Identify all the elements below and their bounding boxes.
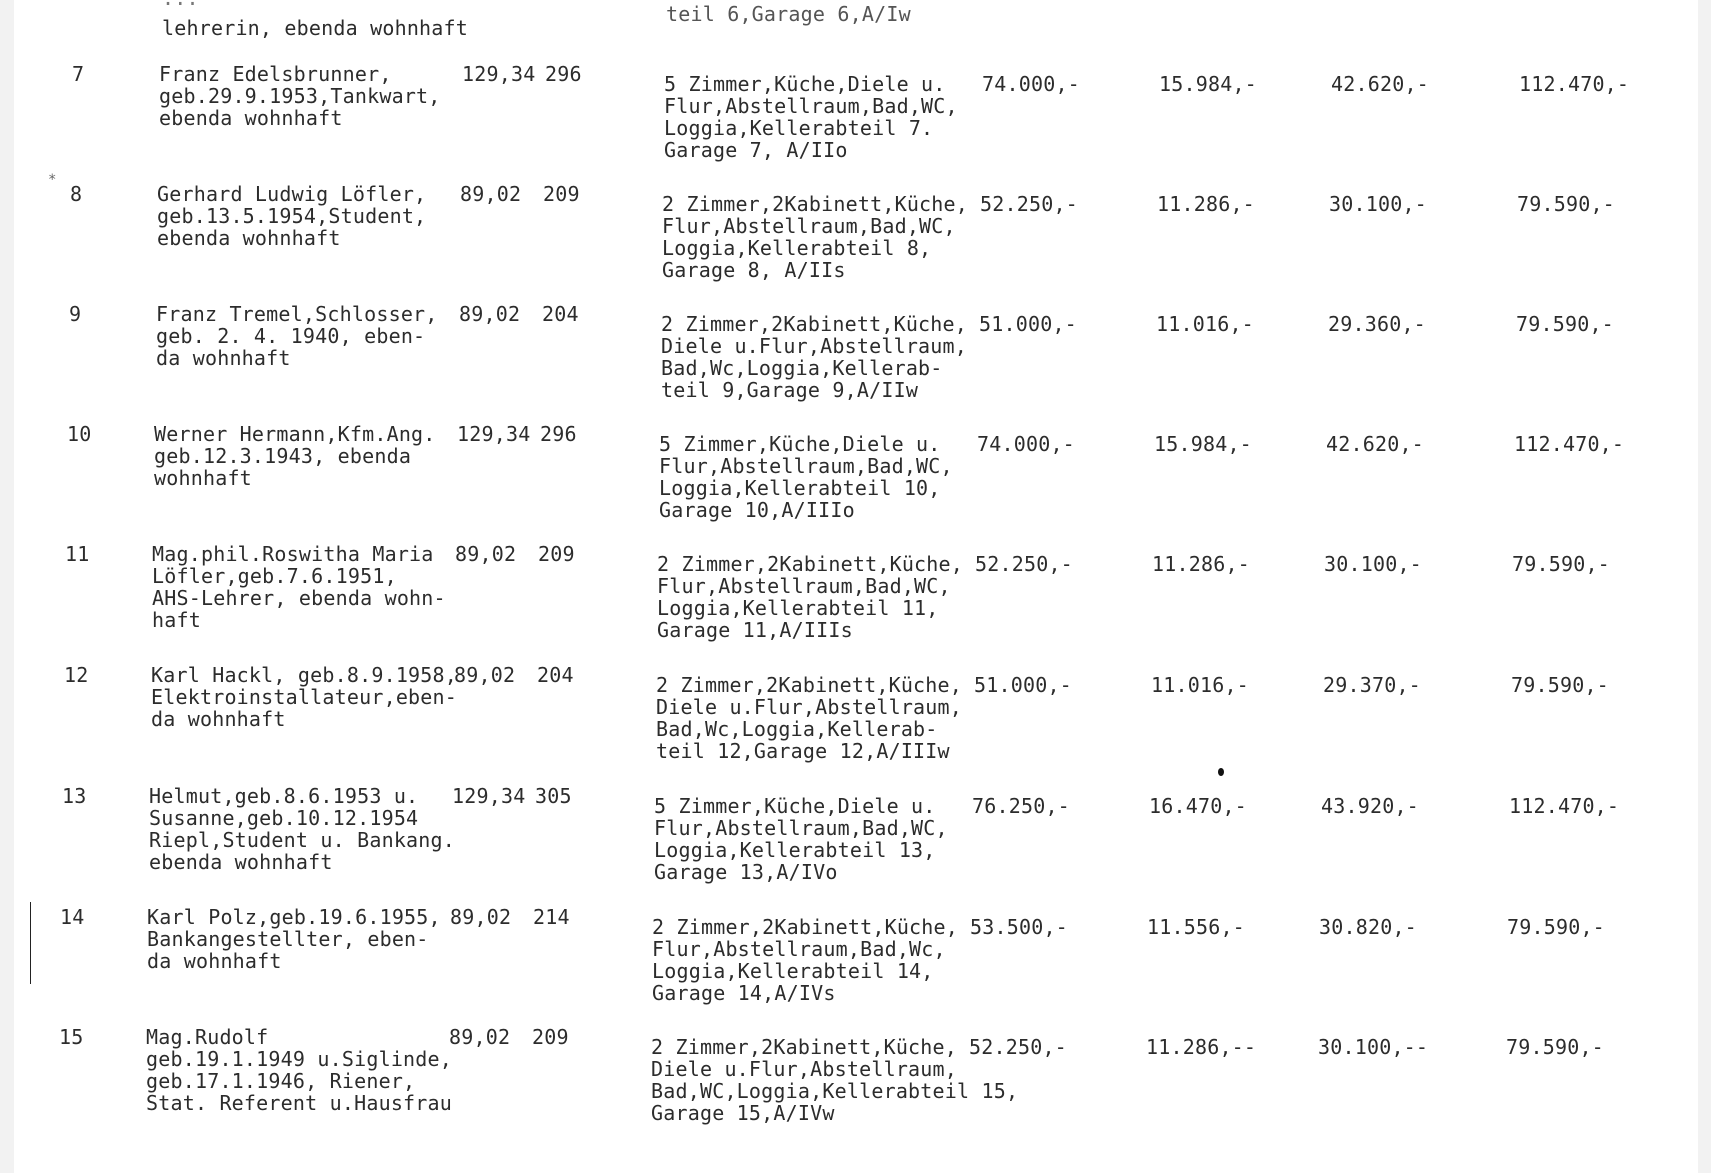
amount-3: 30.100,-- — [1318, 1035, 1429, 1059]
owner-name-line: Stat. Referent u.Hausfrau — [146, 1091, 453, 1115]
owner-name-line: Mag.Rudolf — [146, 1025, 269, 1049]
area-value: 129,34 — [452, 784, 526, 808]
owner-name-line: Gerhard Ludwig Löfler, — [157, 182, 427, 206]
area-value: 89,02 — [450, 905, 512, 929]
table-row — [14, 302, 1698, 422]
unit-description-line: Loggia,Kellerabteil 11, — [657, 596, 939, 620]
amount-2: 11.016,- — [1151, 673, 1249, 697]
unit-description-line: Flur,Abstellraum,Bad,WC, — [659, 454, 953, 478]
unit-description-line: Loggia,Kellerabteil 8, — [662, 236, 932, 260]
amount-4: 112.470,- — [1519, 72, 1630, 96]
owner-name-line: Karl Polz,geb.19.6.1955, — [147, 905, 441, 929]
amount-4: 79.590,- — [1506, 1035, 1604, 1059]
owner-name-line: da wohnhaft — [147, 949, 282, 973]
unit-description-line: Loggia,Kellerabteil 7. — [664, 116, 934, 140]
share-value: 296 — [540, 422, 577, 446]
unit-description-line: 2 Zimmer,2Kabinett,Küche, — [657, 552, 964, 576]
row-number: 14 — [60, 905, 85, 929]
owner-name-line: Bankangestellter, eben- — [147, 927, 429, 951]
row-number: 13 — [62, 784, 87, 808]
unit-description-line: teil 9,Garage 9,A/IIw — [661, 378, 919, 402]
unit-description-line: Garage 13,A/IVo — [654, 860, 838, 884]
margin-asterisk: * — [48, 172, 57, 188]
owner-name-line: Franz Tremel,Schlosser, — [156, 302, 438, 326]
owner-name-line: geb.29.9.1953,Tankwart, — [159, 84, 441, 108]
unit-description-line: teil 12,Garage 12,A/IIIw — [656, 739, 950, 763]
amount-3: 43.920,- — [1321, 794, 1419, 818]
amount-3: 30.100,- — [1324, 552, 1422, 576]
owner-name-line: Franz Edelsbrunner, — [159, 62, 392, 86]
area-value: 129,34 — [457, 422, 531, 446]
amount-1: 74.000,- — [977, 432, 1075, 456]
owner-name-line: Helmut,geb.8.6.1953 u. — [149, 784, 419, 808]
amount-4: 79.590,- — [1517, 192, 1615, 216]
owner-name-line: wohnhaft — [154, 466, 252, 490]
unit-description-line: 2 Zimmer,2Kabinett,Küche, — [662, 192, 969, 216]
area-value: 89,02 — [459, 302, 521, 326]
table-row — [14, 422, 1698, 542]
row-number: 11 — [65, 542, 90, 566]
amount-3: 29.370,- — [1323, 673, 1421, 697]
unit-description-line: Garage 11,A/IIIs — [657, 618, 853, 642]
owner-name-line: da wohnhaft — [151, 707, 286, 731]
owner-name-line: da wohnhaft — [156, 346, 291, 370]
amount-1: 74.000,- — [982, 72, 1080, 96]
owner-name-line: Löfler,geb.7.6.1951, — [152, 564, 397, 588]
amount-1: 51.000,- — [979, 312, 1077, 336]
area-value: 89,02 — [455, 542, 517, 566]
table-row — [14, 542, 1698, 662]
unit-description-line: Garage 14,A/IVs — [652, 981, 836, 1005]
owner-name-line: Riepl,Student u. Bankang. — [149, 828, 456, 852]
unit-description-line: Bad,WC,Loggia,Kellerabteil 15, — [651, 1079, 1019, 1103]
table-row — [14, 1025, 1698, 1145]
row-number: 9 — [69, 302, 82, 326]
owner-name-line: Karl Hackl, geb.8.9.1958, — [151, 663, 458, 687]
unit-description-line: Garage 7, A/IIo — [664, 138, 848, 162]
share-value: 209 — [538, 542, 575, 566]
amount-2: 11.286,-- — [1146, 1035, 1257, 1059]
owner-name-line: haft — [152, 608, 201, 632]
unit-description-line: Diele u.Flur,Abstellraum, — [656, 695, 963, 719]
amount-2: 11.556,- — [1147, 915, 1245, 939]
table-row — [14, 182, 1698, 302]
unit-description-line: Diele u.Flur,Abstellraum, — [661, 334, 968, 358]
unit-description-line: Bad,Wc,Loggia,Kellerab- — [656, 717, 938, 741]
unit-description-line: Loggia,Kellerabteil 14, — [652, 959, 934, 983]
unit-description-line: Flur,Abstellraum,Bad,WC, — [662, 214, 956, 238]
amount-2: 11.016,- — [1156, 312, 1254, 336]
row-number: 8 — [70, 182, 83, 206]
owner-name-line: geb.13.5.1954,Student, — [157, 204, 427, 228]
unit-description-line: Flur,Abstellraum,Bad,WC, — [654, 816, 948, 840]
amount-3: 42.620,- — [1331, 72, 1429, 96]
amount-1: 52.250,- — [980, 192, 1078, 216]
amount-3: 42.620,- — [1326, 432, 1424, 456]
amount-2: 11.286,- — [1152, 552, 1250, 576]
owner-name-line: ebenda wohnhaft — [159, 106, 343, 130]
table-row — [14, 62, 1698, 182]
unit-description-line: 5 Zimmer,Küche,Diele u. — [664, 72, 946, 96]
amount-4: 79.590,- — [1512, 552, 1610, 576]
row-number: 15 — [59, 1025, 84, 1049]
amount-1: 51.000,- — [974, 673, 1072, 697]
share-value: 214 — [533, 905, 570, 929]
unit-description-line: 2 Zimmer,2Kabinett,Küche, — [661, 312, 968, 336]
share-value: 209 — [532, 1025, 569, 1049]
area-value: 89,02 — [449, 1025, 511, 1049]
owner-name-line: Werner Hermann,Kfm.Ang. — [154, 422, 436, 446]
amount-1: 52.250,- — [975, 552, 1073, 576]
owner-name-line: ebenda wohnhaft — [149, 850, 333, 874]
amount-1: 53.500,- — [970, 915, 1068, 939]
table-row — [14, 784, 1698, 904]
top-fragment-name-line2: lehrerin, ebenda wohnhaft — [162, 16, 469, 40]
top-fragment-name-line1 — [162, 0, 199, 10]
amount-2: 16.470,- — [1149, 794, 1247, 818]
unit-description-line: Garage 10,A/IIIo — [659, 498, 855, 522]
amount-2: 11.286,- — [1157, 192, 1255, 216]
area-value: 89,02 — [460, 182, 522, 206]
row-number: 7 — [72, 62, 85, 86]
amount-3: 30.820,- — [1319, 915, 1417, 939]
unit-description-line: Loggia,Kellerabteil 13, — [654, 838, 936, 862]
area-value: 89,02 — [454, 663, 516, 687]
unit-description-line: Bad,Wc,Loggia,Kellerab- — [661, 356, 943, 380]
share-value: 209 — [543, 182, 580, 206]
amount-1: 76.250,- — [972, 794, 1070, 818]
amount-1: 52.250,- — [969, 1035, 1067, 1059]
table-row — [14, 663, 1698, 783]
owner-name-line: Susanne,geb.10.12.1954 — [149, 806, 419, 830]
unit-description-line: 5 Zimmer,Küche,Diele u. — [659, 432, 941, 456]
amount-4: 79.590,- — [1511, 673, 1609, 697]
amount-2: 15.984,- — [1159, 72, 1257, 96]
share-value: 204 — [542, 302, 579, 326]
unit-description-line: Diele u.Flur,Abstellraum, — [651, 1057, 958, 1081]
amount-4: 112.470,- — [1514, 432, 1625, 456]
amount-3: 30.100,- — [1329, 192, 1427, 216]
unit-description-line: Flur,Abstellraum,Bad,WC, — [664, 94, 958, 118]
unit-description-line: Garage 15,A/IVw — [651, 1101, 835, 1125]
amount-2: 15.984,- — [1154, 432, 1252, 456]
amount-3: 29.360,- — [1328, 312, 1426, 336]
unit-description-line: 2 Zimmer,2Kabinett,Küche, — [652, 915, 959, 939]
unit-description-line: Flur,Abstellraum,Bad,Wc, — [652, 937, 946, 961]
share-value: 204 — [537, 663, 574, 687]
amount-4: 79.590,- — [1507, 915, 1605, 939]
table-row — [14, 905, 1698, 1025]
owner-name-line: Elektroinstallateur,eben- — [151, 685, 458, 709]
owner-name-line: Mag.phil.Roswitha Maria — [152, 542, 434, 566]
unit-description-line: Garage 8, A/IIs — [662, 258, 846, 282]
share-value: 305 — [535, 784, 572, 808]
unit-description-line: Loggia,Kellerabteil 10, — [659, 476, 941, 500]
share-value: 296 — [545, 62, 582, 86]
area-value: 129,34 — [462, 62, 536, 86]
unit-description-line: Flur,Abstellraum,Bad,WC, — [657, 574, 951, 598]
unit-description-line: 2 Zimmer,2Kabinett,Küche, — [651, 1035, 958, 1059]
owner-name-line: geb.17.1.1946, Riener, — [146, 1069, 416, 1093]
row-number: 12 — [64, 663, 89, 687]
owner-name-line: AHS-Lehrer, ebenda wohn- — [152, 586, 446, 610]
unit-description-line: 5 Zimmer,Küche,Diele u. — [654, 794, 936, 818]
row-number: 10 — [67, 422, 92, 446]
document-page — [14, 0, 1698, 1173]
unit-description-line: 2 Zimmer,2Kabinett,Küche, — [656, 673, 963, 697]
owner-name-line: geb.19.1.1949 u.Siglinde, — [146, 1047, 453, 1071]
top-fragment-desc-line1: teil 6,Garage 6,A/Iw — [666, 2, 911, 26]
amount-4: 79.590,- — [1516, 312, 1614, 336]
owner-name-line: geb. 2. 4. 1940, eben- — [156, 324, 426, 348]
owner-name-line: ebenda wohnhaft — [157, 226, 341, 250]
owner-name-line: geb.12.3.1943, ebenda — [154, 444, 412, 468]
amount-4: 112.470,- — [1509, 794, 1620, 818]
